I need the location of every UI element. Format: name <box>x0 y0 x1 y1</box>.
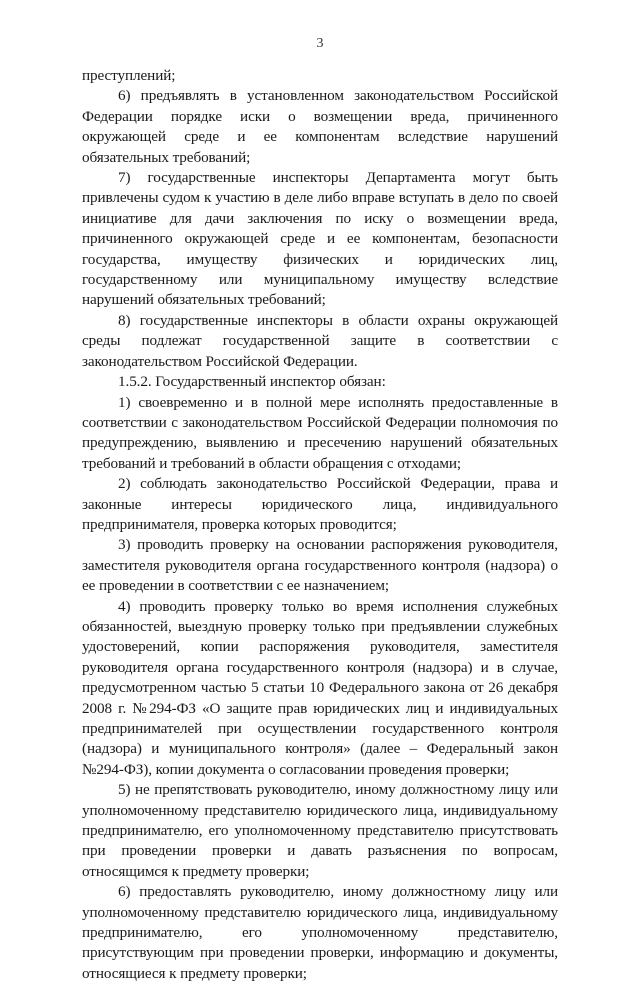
paragraph-item-8-protection: 8) государственные инспекторы в области охраны окружающей среды подлежат государственной защите в соответствии с законодательством Российской Федерации. <box>82 311 558 370</box>
paragraph-continuation: преступлений; <box>82 67 176 84</box>
paragraph-duty-2: 2) соблюдать законодательство Российской Федерации, права и законные интересы юридического лица, индивидуального предпринимателя, проверка которых проводится; <box>82 475 558 533</box>
paragraph-duty-5: 5) не препятствовать руководителю, иному должностному лицу или уполномоченному представителю юридического лица, индивидуальному предпринимателю, его уполномоченному представителю присутствовать при проведении проверки и давать разъяснения по вопросам, относящимся к предмету проверки; <box>82 781 558 880</box>
paragraph-item-7-court: 7) государственные инспекторы Департамента могут быть привлечены судом к участию в деле либо вправе вступать в дело по своей инициативе для дачи заключения по иску о возмещении вреда, причиненного окружающей среде и ее компонентам, безопасности государства, имуществу физических и юридических лиц, государственному или муниципальному имуществу вследствие нарушений обязательных требований; <box>82 169 558 309</box>
paragraph-duty-3: 3) проводить проверку на основании распоряжения руководителя, заместителя руководителя органа государственного контроля (надзора) о ее проведении в соответствии с ее назначением; <box>82 536 558 595</box>
paragraph-duty-4: 4) проводить проверку только во время исполнения служебных обязанностей, выездную проверку только при предъявлении служебных удостоверений, копии распоряжения руководителя, заместителя руководителя органа государственного контроля (надзора) и в случае, предусмотренном частью 5 статьи 10 Федерального закона от 26 декабря 2008 г. №294-ФЗ «О защите прав юридических лиц и индивидуальных предпринимателей при осуществлении государственного контроля (надзора) и муниципального контроля» (далее – Федеральный закон №294-ФЗ), копии документа о согласовании проведения проверки; <box>82 597 558 778</box>
section-heading-1-5-2: 1.5.2. Государственный инспектор обязан: <box>118 373 386 391</box>
paragraph-duty-1: 1) своевременно и в полной мере исполнять предоставленные в соответствии с законодательством Российской Федерации полномочия по предупреждению, выявлению и пресечению нарушений обязательных требований и требований в области обращения с отходами; <box>82 393 558 472</box>
paragraph-item-6-claims: 6) предъявлять в установленном законодательством Российской Федерации порядке иски о возмещении вреда, причиненного окружающей среде и ее компонентам вследствие нарушений обязательных требований; <box>82 87 558 166</box>
paragraph-duty-6: 6) предоставлять руководителю, иному должностному лицу или уполномоченному представителю юридического лица, индивидуальному предпринимателю, его уполномоченному представителю, присутствующим при проведении проверки, информацию и документы, относящиеся к предмету проверки; <box>82 883 558 982</box>
page-number: 3 <box>316 36 324 51</box>
document-body <box>82 66 558 984</box>
